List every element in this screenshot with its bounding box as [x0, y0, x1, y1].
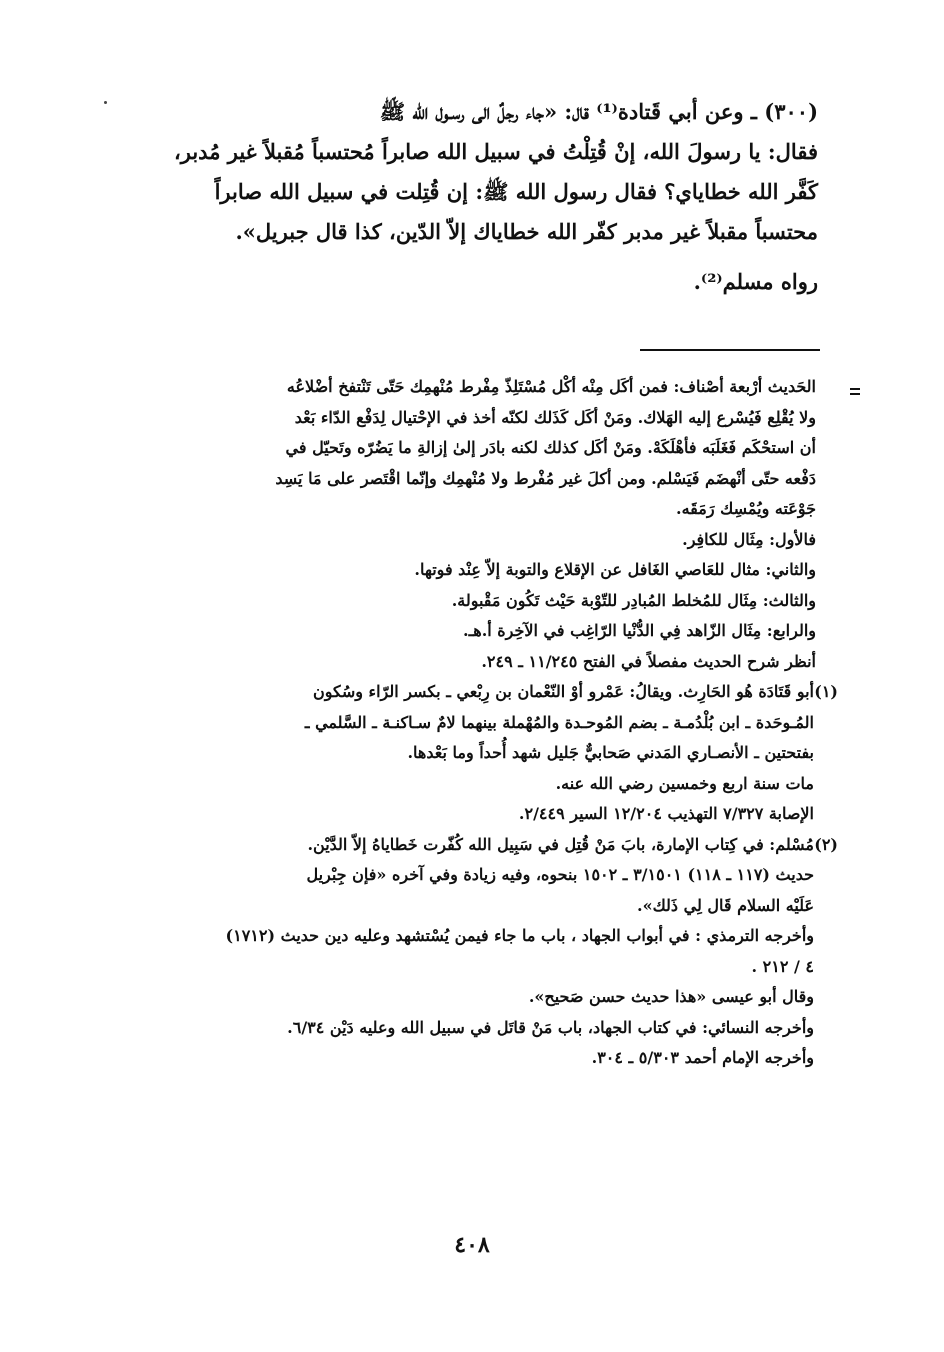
- commentary-line: الحَديث أرْبعة أصْناف: فمن أكَل مِنْه أكْل مُسْتَلِذّ مِفْرط مُنْهمِك حَتّى تَنْتفخ أضْلاعُه: [286, 377, 816, 396]
- footnote-line: عَلَيْه السلام قَال لِي ذَلك».: [637, 895, 814, 915]
- footnote-line: مات سنة اربع وخمسين رضي الله عنه.: [555, 773, 814, 793]
- footnote-line: الإصابة ٧/٣٢٧ التهذيب ١٢/٢٠٤ السير ٢/٤٤٩.: [518, 804, 814, 823]
- footnote-line: مُسْلم: في كِتاب الإمارة، بابَ مَنْ قُتِل في سَبِيل الله كُفّرت خَطاياهُ إلاّ الدَّيْن.: [307, 834, 814, 854]
- footnote-2: [118, 830, 838, 1074]
- hadith-line: كَفَّر الله خطاياي؟ فقال رسول الله ﷺ: إن قُتِلت في سبيل الله صابراً: [214, 179, 818, 204]
- footnote-1: [118, 677, 838, 830]
- footnote-line: وأخرجه الإمام أحمد ٥/٣٠٣ ـ ٣٠٤.: [591, 1048, 814, 1067]
- commentary-line: فالأول: مِثَال للكافِر.: [682, 529, 816, 549]
- hadith-narrator: رواه مسلم⁽²⁾.: [693, 269, 818, 294]
- footnote-line: وأخرجه النسائي: في كتاب الجهاد، باب مَنْ قاتَل في سبيل الله وعليه دَيْن ٦/٣٤.: [287, 1017, 814, 1037]
- hadith-text: [118, 92, 818, 302]
- commentary-line: دَفْعه حتّى أنْهضَم فَيَسْلم. ومن أكلَ غير مُفْرط ولا مُنْهمِك وإنّما اقْتَصر على مَا يَسِد: [275, 468, 816, 488]
- footnote-line: ٤ / ٢١٢ .: [751, 956, 814, 976]
- footnote-line: المُـوحَدة ـ ابن بُلْدُمـة ـ بضم المُوحـدة والمُهْملة بينهما لامٌ سـاكنـة ـ السَّلمي ـ: [304, 712, 814, 732]
- commentary-line: ولا يُقْلِع فَيُسْرع إليه الهَلاك. ومَنْ أكَل كَذَلك لكنّه أخذ في الإحْتيال لِدَفْع الدّاء بَعْد: [294, 407, 816, 427]
- hadith-line: محتسباً مقبلاً غير مدبر كفّر الله خطاياك إلاّ الدّين، كذا قال جبريل».: [235, 219, 818, 244]
- footnote-line: حديث (١١٧ ـ ١١٨) ٣/١٥٠١ ـ ١٥٠٢ بنحوه، وفيه زيادة وفي آخره «فإن جِبْريل: [306, 865, 814, 884]
- hadith-line: (٣٠٠) ـ وعن أبي قَتادة⁽¹⁾ قال: «جاء رجلٌ الى رسـول الله ﷺ: [379, 99, 818, 124]
- footnote-line: بفتحتين ـ الأنصـاري المَدني صَحابيٌّ جَليل شهد أُحداً وما بَعْدها.: [407, 743, 814, 762]
- commentary-line: والثاني: مثال للعَاصي الغَافل عن الإقلاع والتوبة إلاّ عِنْد فوتها.: [414, 560, 816, 579]
- footnote-marker: (٢): [814, 834, 838, 854]
- hadith-line: فقال: يا رسولَ الله، إنْ قُتِلْتُ في سبيل الله صابراً مُحتسباً مُقبلاً غير مُدبر،: [173, 139, 818, 164]
- commentary-continuation: [118, 372, 838, 677]
- commentary-line: جَوْعَته ويُمْسِك رَمَقَه.: [676, 499, 816, 518]
- page-number: ٤٠٨: [454, 1232, 490, 1258]
- continuation-mark: [850, 372, 860, 374]
- commentary-line: والثالث: مِثَال للمُخلط المُبادِر للتّوْبة حَيْث تَكُون مَقْبولة.: [451, 590, 816, 610]
- commentary-line: أن استحْكَم فَغَلَبَه فأهْلَكَهْ. ومَنْ أكَل كذلك لكنه بادَر إلىٰ إزالةِ ما يَضُرّه وتَحيّل في: [285, 438, 816, 457]
- print-speck: [104, 101, 107, 104]
- footnote-separator: [640, 349, 820, 351]
- footnote-line: وقال أبو عيسى «هذا حديث حسن صَحيح».: [528, 987, 814, 1006]
- footnote-line: وأخرجه الترمذي : في أبواب الجهاد ، باب ما جاء فيمن يُسْتشهد وعليه دين حديث (١٧١٢): [225, 926, 814, 945]
- commentary-line: أنظر شرح الحديث مفصلاً في الفتح ١١/٢٤٥ ـ ٢٤٩.: [481, 651, 816, 671]
- footnote-marker: (١): [814, 682, 838, 701]
- commentary-line: والرابع: مِثَال الزّاهد فِي الدُّنْيا الرّاغِب في الآخِرة أ.هـ.: [463, 621, 816, 640]
- footnotes-section: [118, 372, 838, 1074]
- footnote-line: أبو قَتَادَة هُو الحَارِث. ويقالُ: عَمْرو أوْ النّعْمان بن رِبْعي ـ بكسر الرّاء وسُكون: [312, 682, 814, 701]
